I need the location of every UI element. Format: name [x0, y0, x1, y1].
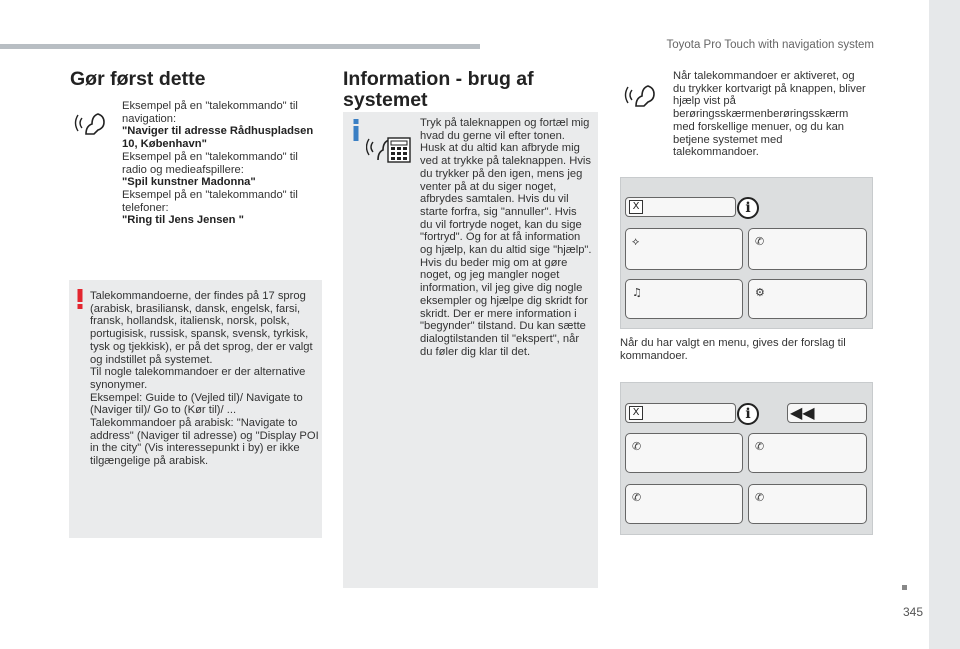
page-dot	[902, 585, 907, 590]
intro-text: Når talekommandoer er aktiveret, og du trykker kortvarigt på knappen, bliver hjælp vist på berøringsskærmenberøringsskærm med forskellige menuer, og du kan betjene systemet med talekommandoer.	[673, 70, 866, 159]
command-tile-1[interactable]	[625, 433, 743, 473]
voice-examples-text	[122, 100, 322, 227]
example-nav-label: Eksempel på en "talekommando" til navigation:	[122, 100, 298, 125]
caption-text: Når du har valgt en menu, gives der forslag til kommandoer.	[620, 337, 846, 362]
warning-text: Talekommandoerne, der findes på 17 sprog (arabisk, brasiliansk, dansk, engelsk, farsi, fransk, hollandsk, italiensk, norsk, polsk, portugisisk, russisk, spansk, svensk, tyrkisk, tysk og tjekkisk), er på det sprog, der er valgt og indstillet på systemet. Til nogle talekommandoer er der alternative synonymer. Eksempel: Guide to (Vejled til)/ Navigate to (Naviger til)/ Go to (Kør til)/ ... Talekommandoer på arabisk: "Navigate to address" (Naviger til adresse) og "Display POI in the city" (Vis interessepunkt i by) er ikke tilgængelige på arabisk.	[90, 290, 319, 468]
settings-icon: ⚙	[755, 286, 765, 299]
header-bar	[0, 44, 480, 49]
info-text: Tryk på taleknappen og fortæl mig hvad du gerne vil efter tonen. Husk at du altid kan afbryde mig ved at trykke på taleknappen. Hvis du trykker på den igen, mens jeg venter på at du siger noget, afbrydes samtalen. Hvis du vil starte forfra, sig "annuller". Hvis du vil fortryde noget, kan du sige "fortryd". Og for at få information og hjælp, kan du altid sige "hjælp". Hvis du beder mig om at gøre noget, og jeg mangler noget information, vil jeg give dig nogle eksempler og hjælpe dig skridt for skridt. Der er mere information i "begynder" tilstand. Du kan sætte dialogtilstanden til "ekspert", når du føler dig klar til det.	[420, 117, 592, 358]
tile-phone[interactable]	[748, 228, 867, 270]
info-circle-icon-2[interactable]: i	[737, 403, 759, 425]
touchscreen-commands	[620, 382, 873, 535]
example-radio-command: "Spil kunstner Madonna"	[122, 176, 256, 189]
phone-icon: ✆	[755, 491, 765, 504]
close-voice-icon[interactable]: X	[629, 200, 643, 214]
example-nav-command: "Naviger til adresse Rådhuspladsen 10, København"	[122, 125, 314, 151]
phone-icon: ✆	[632, 491, 642, 504]
command-tile-4[interactable]	[748, 484, 867, 524]
phone-icon: ✆	[632, 440, 642, 453]
phone-icon: ✆	[755, 440, 765, 453]
command-tile-2[interactable]	[748, 433, 867, 473]
voice-talk-icon	[74, 108, 108, 138]
voice-talk-icon-2	[624, 80, 658, 110]
heading-gor-forst: Gør først dette	[70, 68, 206, 90]
tile-music[interactable]	[625, 279, 743, 319]
example-phone-command: "Ring til Jens Jensen "	[122, 214, 244, 227]
close-voice-icon-2[interactable]: X	[629, 406, 643, 420]
heading-information: Information - brug af systemet	[343, 68, 534, 111]
example-phone-label: Eksempel på en "talekommando" til telefoner:	[122, 188, 298, 214]
phone-icon: ✆	[755, 235, 765, 248]
tile-settings[interactable]	[748, 279, 867, 319]
touchscreen-main-menu	[620, 177, 873, 329]
voice-keypad-icon	[366, 132, 412, 164]
side-strip	[929, 0, 960, 649]
info-circle-icon[interactable]: i	[737, 197, 759, 219]
tile-navigation[interactable]	[625, 228, 743, 270]
info-i-icon	[352, 119, 360, 141]
page-header-title: Toyota Pro Touch with navigation system	[666, 39, 874, 51]
navigation-icon: ⟡	[632, 235, 640, 248]
warning-exclamation-icon	[76, 289, 84, 309]
back-icon[interactable]: ◀◀	[790, 403, 815, 422]
command-tile-3[interactable]	[625, 484, 743, 524]
example-radio-label: Eksempel på en "talekommando" til radio og medieafspillere:	[122, 150, 298, 176]
page-number: 345	[903, 605, 924, 619]
music-icon: ♫	[632, 286, 642, 299]
